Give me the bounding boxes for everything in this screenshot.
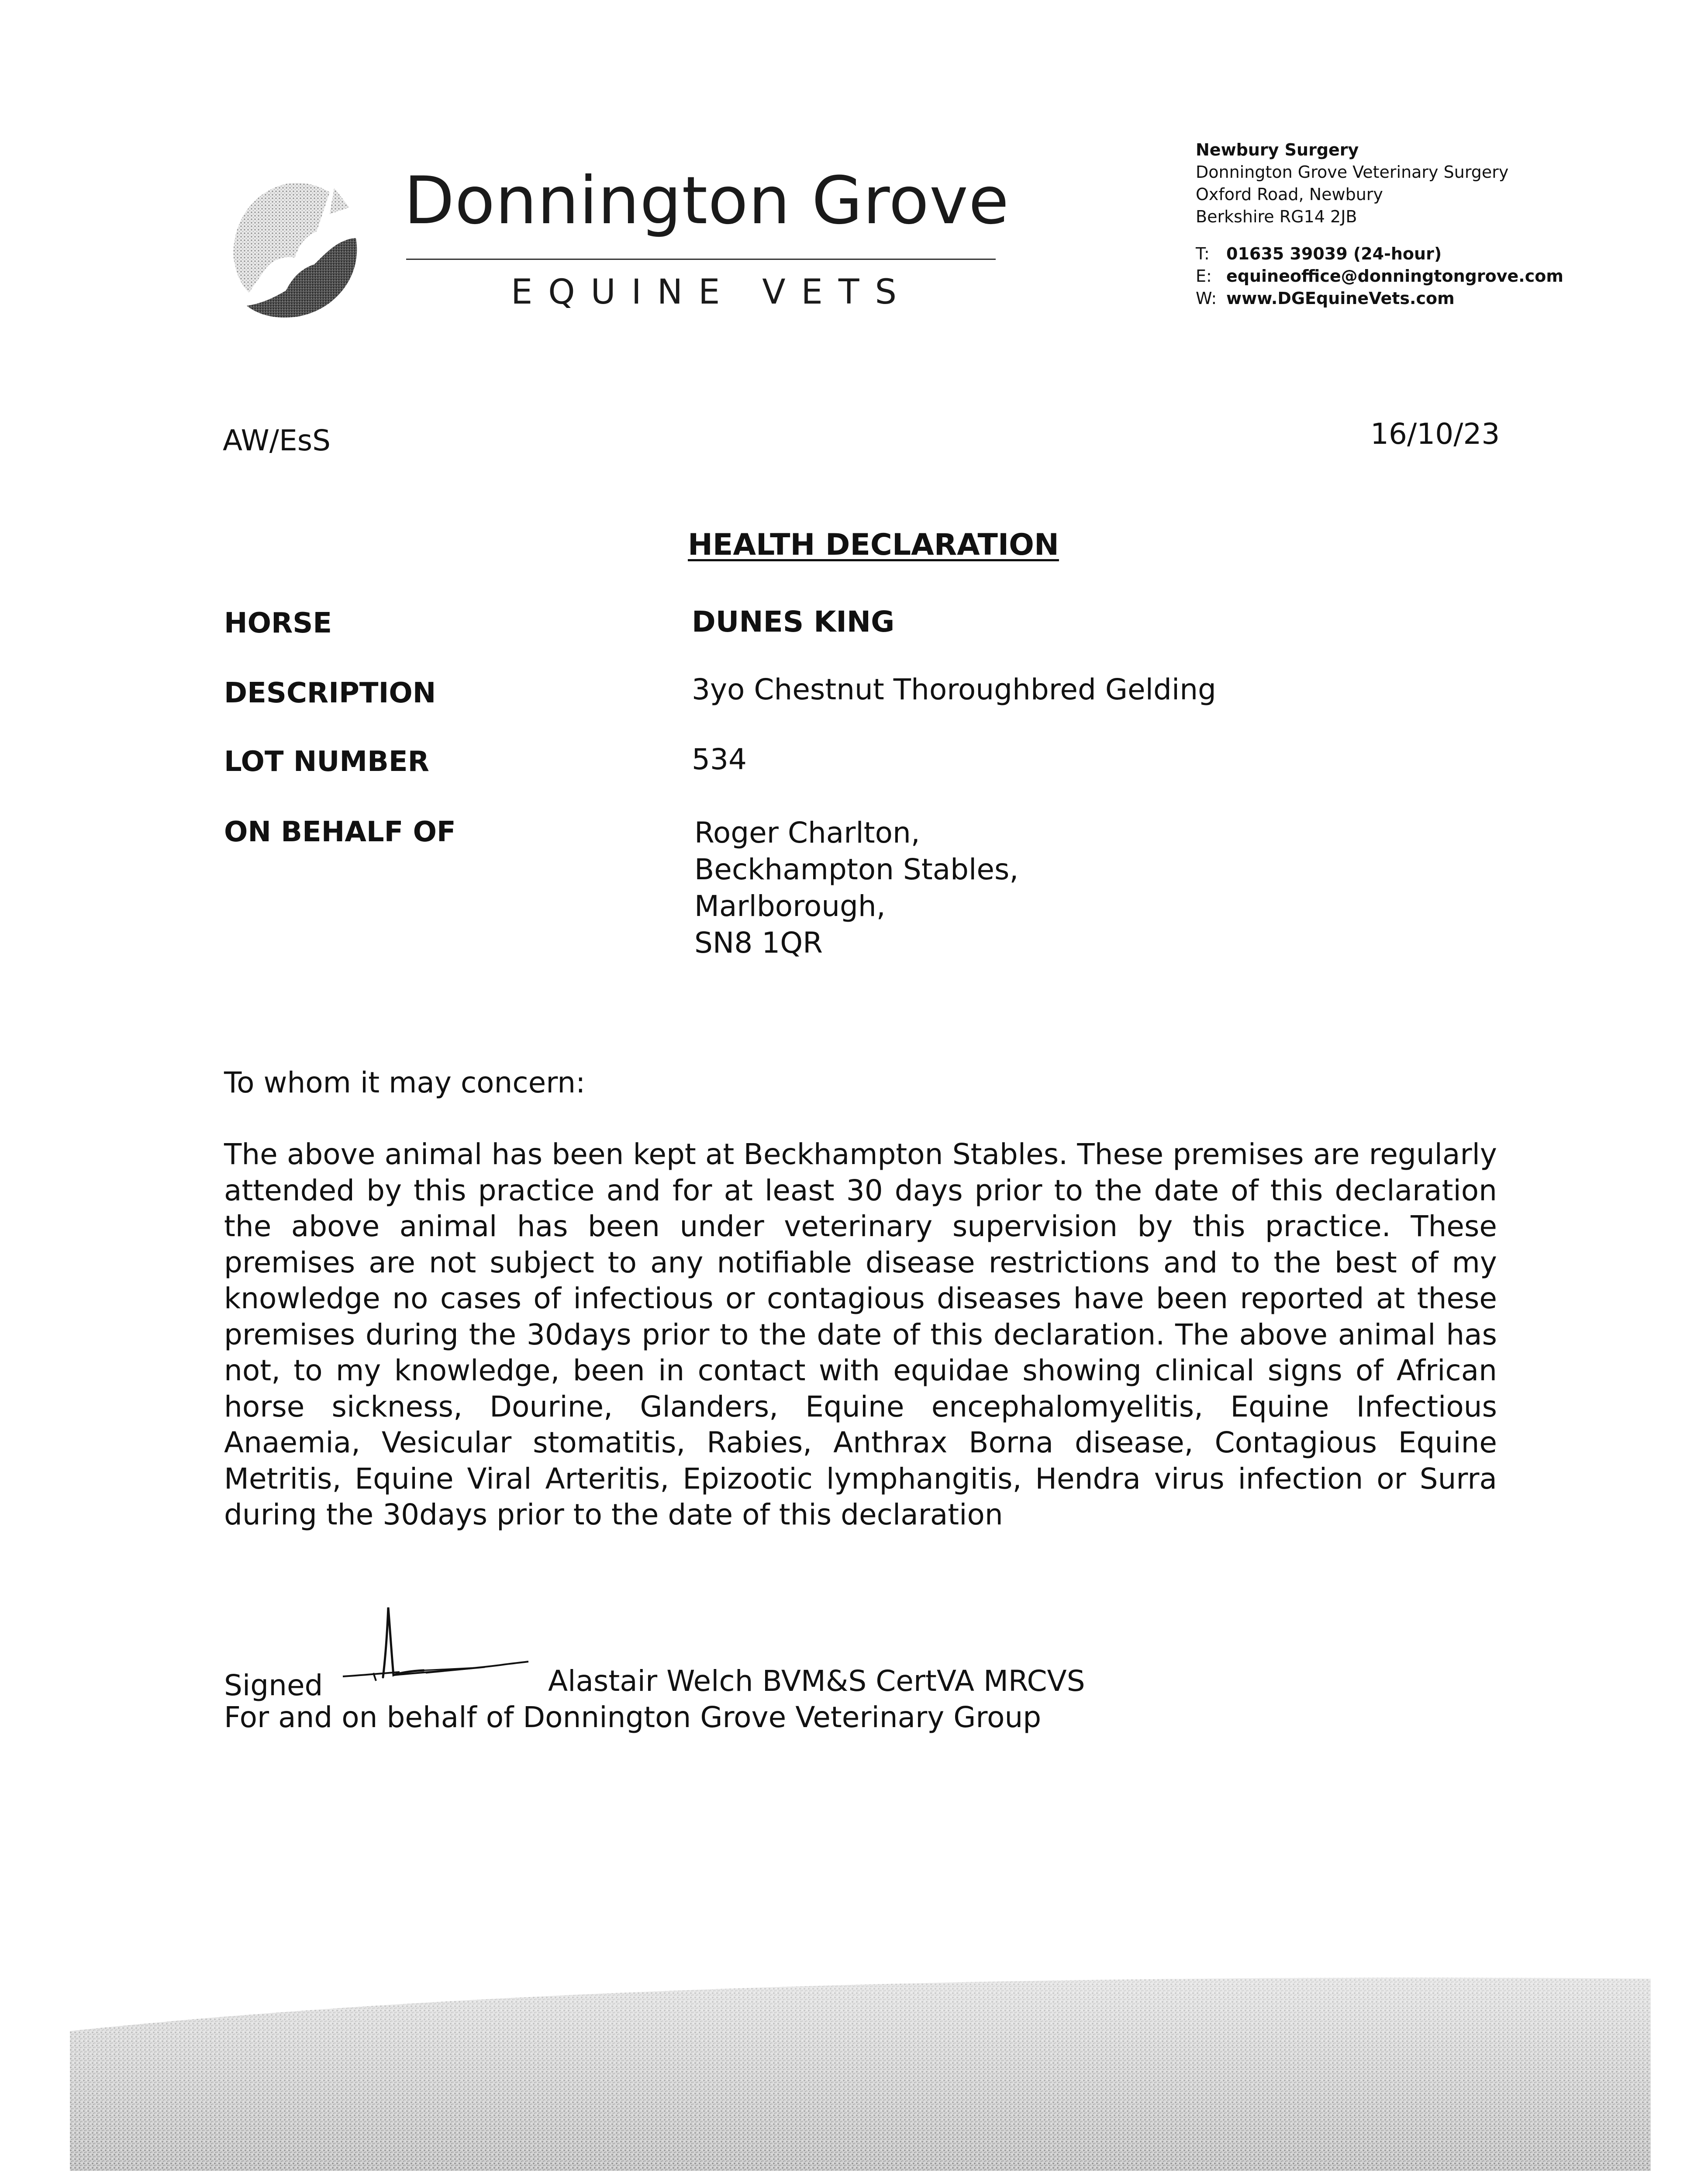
web-row bbox=[1196, 287, 1563, 310]
signature-icon bbox=[334, 1603, 544, 1699]
salutation: To whom it may concern: bbox=[224, 1066, 586, 1099]
address-line: Beckhampton Stables, bbox=[694, 853, 1019, 886]
signed-label: Signed bbox=[224, 1669, 323, 1702]
email-link[interactable]: equineoffice@donningtongrove.com bbox=[1226, 266, 1563, 286]
web-label: W: bbox=[1196, 289, 1217, 308]
brand-subtitle: EQUINE VETS bbox=[511, 273, 912, 312]
logo-icon bbox=[223, 166, 380, 332]
phone-value: 01635 39039 (24-hour) bbox=[1226, 244, 1442, 263]
address-line: Oxford Road, Newbury bbox=[1196, 185, 1383, 204]
address-line: Donnington Grove Veterinary Surgery bbox=[1196, 162, 1509, 182]
surgery-name: Newbury Surgery bbox=[1196, 140, 1359, 159]
brand-divider bbox=[406, 259, 996, 260]
horse-label: HORSE bbox=[224, 607, 332, 639]
description-value: 3yo Chestnut Thoroughbred Gelding bbox=[692, 673, 1216, 706]
email-row bbox=[1196, 265, 1563, 287]
address-line: SN8 1QR bbox=[694, 926, 823, 960]
lot-number-label: LOT NUMBER bbox=[224, 746, 429, 778]
contact-block bbox=[1196, 139, 1563, 310]
document-title: HEALTH DECLARATION bbox=[688, 528, 1059, 562]
phone-label: T: bbox=[1196, 244, 1210, 263]
website-link[interactable]: www.DGEquineVets.com bbox=[1226, 289, 1455, 308]
address-line: Marlborough, bbox=[694, 889, 886, 923]
declaration-body: The above animal has been kept at Beckhampton Stables. These premises are regularly attended by this practice and for at least 30 days prior to the date of this declaration the above animal has been under veterinary supervision by this practice. These premises are not subject to any notifiable disease restrictions and to the best of my knowledge no cases of infectious or contagious diseases have been reported at these premises during the 30days prior to the date of this declaration. The above animal has not, to my knowledge, been in contact with equidae showing clinical signs of African horse sickness, Dourine, Glanders, Equine encephalomyelitis, Equine Infectious Anaemia, Vesicular stomatitis, Rabies, Anthrax Borna disease, Contagious Equine Metritis, Equine Viral Arteritis, Epizootic lymphangitis, Hendra virus infection or Surra during the 30days prior to the date of this declaration bbox=[224, 1137, 1497, 1531]
email-label: E: bbox=[1196, 266, 1212, 286]
footer-band bbox=[0, 1966, 1687, 2184]
description-label: DESCRIPTION bbox=[224, 677, 436, 709]
address-line: Roger Charlton, bbox=[694, 816, 920, 850]
address-line: Berkshire RG14 2JB bbox=[1196, 207, 1357, 226]
letter-date: 16/10/23 bbox=[1370, 417, 1500, 451]
on-behalf-line: For and on behalf of Donnington Grove Veterinary Group bbox=[224, 1700, 1042, 1734]
lot-number-value: 534 bbox=[692, 743, 747, 776]
signer-name: Alastair Welch BVM&S CertVA MRCVS bbox=[548, 1664, 1085, 1698]
horse-value: DUNES KING bbox=[692, 605, 895, 639]
brand-name: Donnington Grove bbox=[404, 163, 1010, 239]
on-behalf-label: ON BEHALF OF bbox=[224, 816, 456, 848]
reference-code: AW/EsS bbox=[223, 424, 331, 457]
on-behalf-address bbox=[694, 815, 1018, 961]
phone-row bbox=[1196, 243, 1563, 265]
